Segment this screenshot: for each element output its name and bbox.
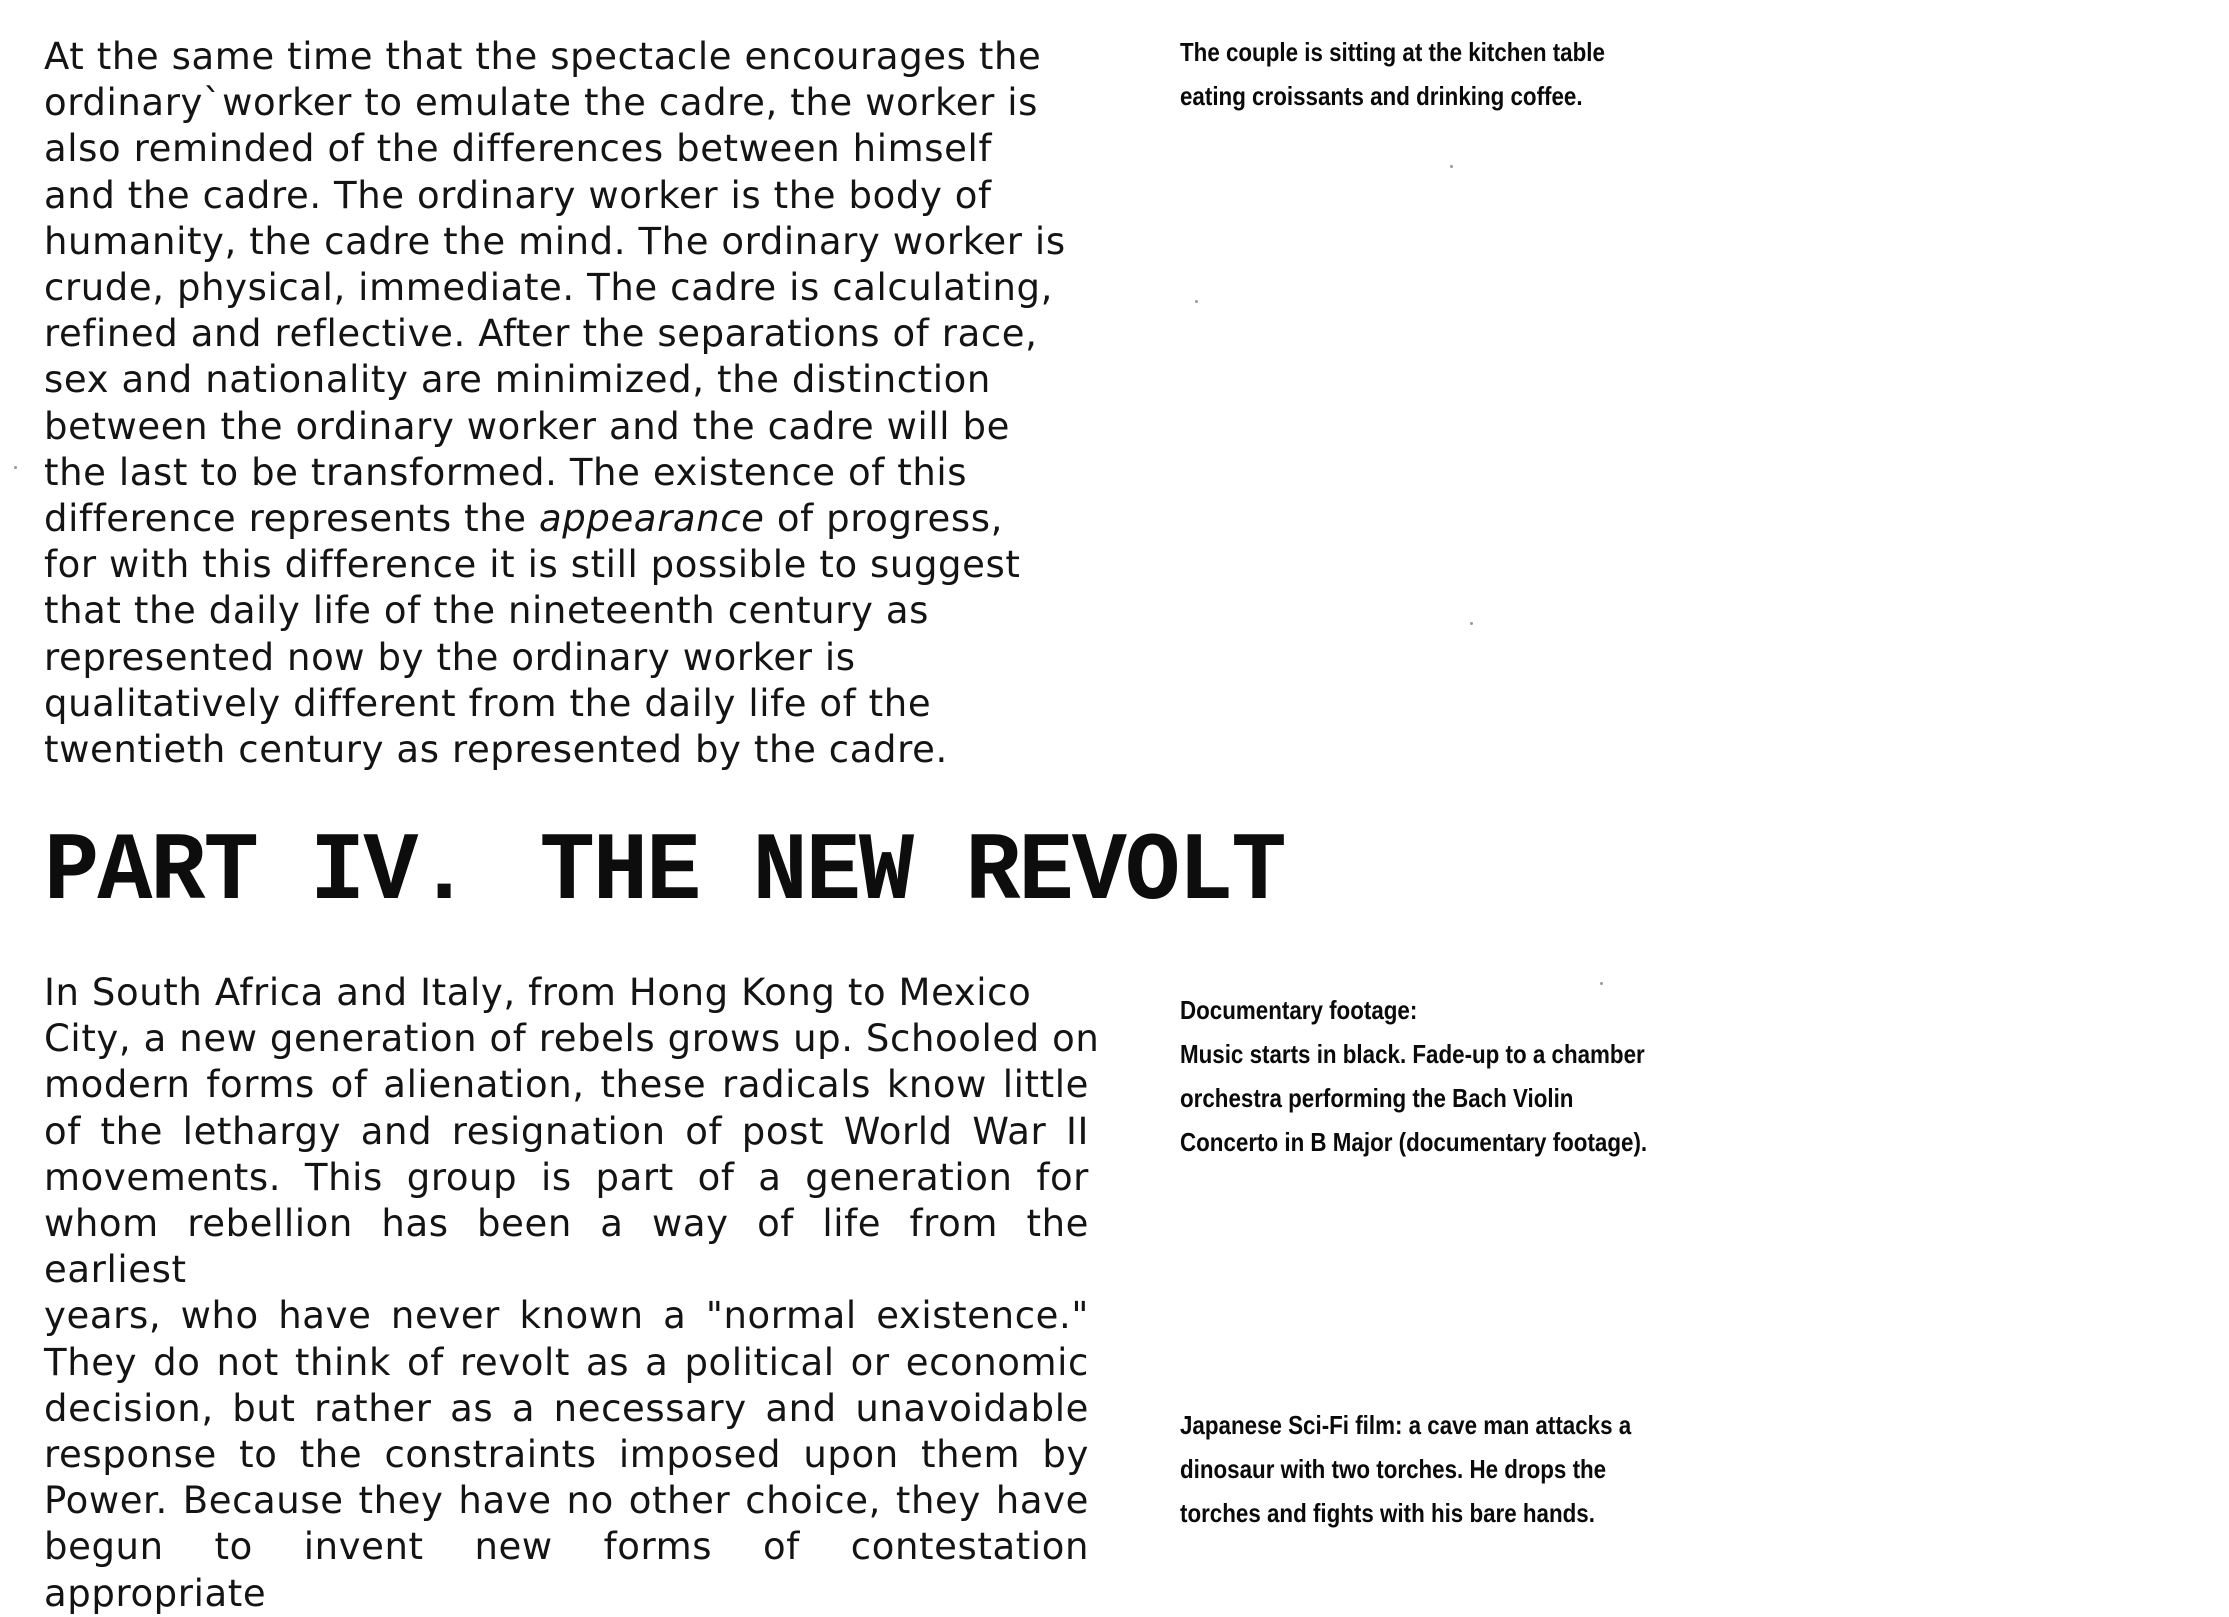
scan-speck <box>1450 165 1453 168</box>
note-line: Concerto in B Major (documentary footage). <box>1180 1127 1648 1157</box>
note-line: Documentary footage: <box>1180 995 1418 1025</box>
margin-note-documentary <box>1180 988 1647 1164</box>
note-line: Music starts in black. Fade-up to a chamber <box>1180 1039 1645 1069</box>
note-line: eating croissants and drinking coffee. <box>1180 81 1583 111</box>
paragraph-line: City, a new generation of rebels grows up. Schooled on <box>44 1017 1100 1061</box>
body-paragraph-2 <box>44 970 1100 1617</box>
note-line: torches and fights with his bare hands. <box>1180 1498 1595 1528</box>
paragraph-line: humanity, the cadre the mind. The ordinary worker is <box>44 219 1066 263</box>
emphasized-word: appearance <box>539 497 765 541</box>
line-text: of progress, <box>764 497 1004 541</box>
heading-title: THE NEW REVOLT <box>539 817 1285 928</box>
note-line: orchestra performing the Bach Violin <box>1180 1083 1574 1113</box>
body-paragraph-1 <box>44 34 1094 773</box>
paragraph-line: crude, physical, immediate. The cadre is calculating, <box>44 266 1053 310</box>
paragraph-line: refined and reflective. After the separations of race, <box>44 312 1038 356</box>
scan-speck <box>14 466 17 469</box>
note-line: dinosaur with two torches. He drops the <box>1180 1454 1607 1484</box>
section-heading <box>44 815 1285 931</box>
paragraph-line: of the lethargy and resignation of post World War II <box>44 1109 1089 1153</box>
paragraph-line: Power. Because they have no other choice, they have <box>44 1479 1089 1523</box>
scan-speck <box>1195 300 1198 303</box>
margin-note-kitchen <box>1180 30 1605 118</box>
paragraph-line: response to the constraints imposed upon them by <box>44 1433 1089 1477</box>
paragraph-line: whom rebellion has been a way of life from the earliest <box>44 1202 1089 1292</box>
paragraph-line: also reminded of the differences between himself <box>44 127 992 171</box>
paragraph-line: the last to be transformed. The existence of this <box>44 450 968 494</box>
margin-note-scifi <box>1180 1403 1631 1535</box>
paragraph-line: begun to invent new forms of contestation appropriate <box>44 1525 1089 1615</box>
note-line: The couple is sitting at the kitchen table <box>1180 37 1605 67</box>
paragraph-line: and the cadre. The ordinary worker is the body of <box>44 173 992 217</box>
paragraph-line: At the same time that the spectacle encourages the <box>44 35 1042 78</box>
paragraph-line: represented now by the ordinary worker is <box>44 635 856 679</box>
paragraph-line: sex and nationality are minimized, the distinction <box>44 358 991 402</box>
paragraph-line: modern forms of alienation, these radicals know little <box>44 1063 1089 1107</box>
paragraph-line: In South Africa and Italy, from Hong Kong to Mexico <box>44 971 1032 1014</box>
paragraph-line <box>44 496 1094 542</box>
scan-speck <box>1600 982 1603 985</box>
paragraph-line: years, who have never known a "normal existence." <box>44 1294 1089 1338</box>
paragraph-line: movements. This group is part of a generation for <box>44 1155 1089 1199</box>
paragraph-line: ordinary`worker to emulate the cadre, the worker is <box>44 81 1039 125</box>
paragraph-line: that the daily life of the nineteenth century as <box>44 589 930 633</box>
paragraph-line: qualitatively different from the daily life of the <box>44 681 932 725</box>
paragraph-line: between the ordinary worker and the cadre will be <box>44 404 1010 448</box>
note-line: Japanese Sci-Fi film: a cave man attacks a <box>1180 1410 1632 1440</box>
paragraph-line: They do not think of revolt as a political or economic <box>44 1340 1089 1384</box>
paragraph-line: decision, but rather as a necessary and unavoidable <box>44 1386 1089 1430</box>
paragraph-line: for with this difference it is still possible to suggest <box>44 543 1021 587</box>
scan-speck <box>1470 622 1473 625</box>
line-text: difference represents the <box>44 497 539 541</box>
paragraph-line: twentieth century as represented by the cadre. <box>44 728 948 772</box>
heading-part-number: PART IV. <box>44 817 470 928</box>
